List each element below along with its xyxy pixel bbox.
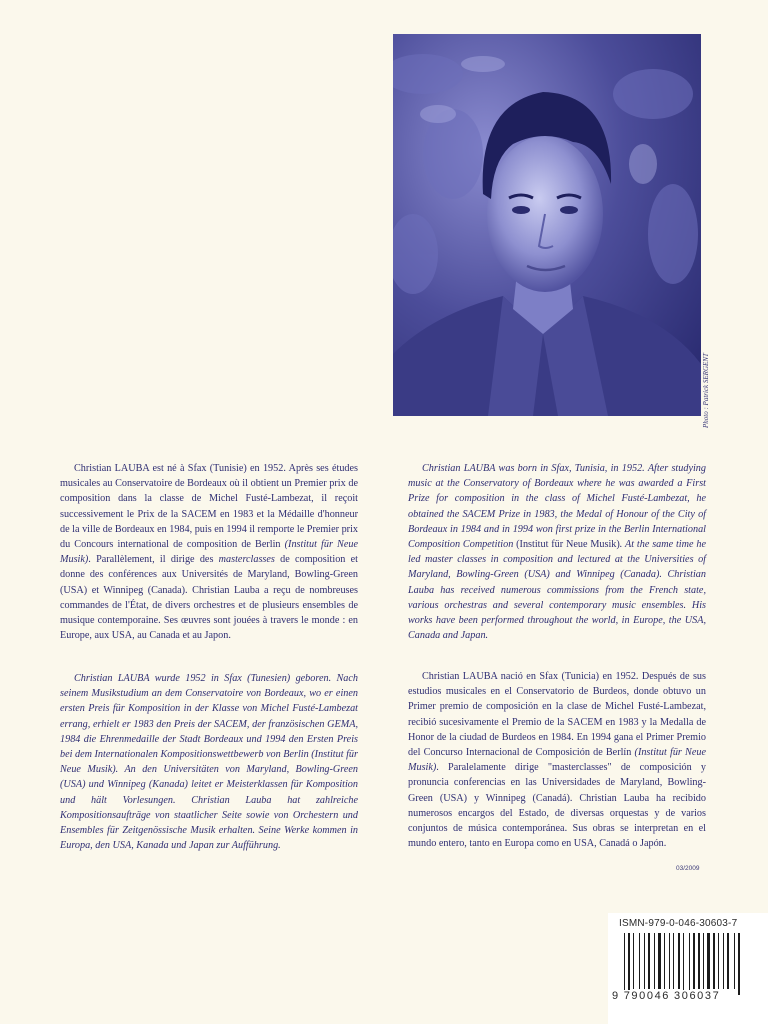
barcode-bar bbox=[689, 933, 690, 995]
barcode-bars bbox=[620, 933, 758, 995]
barcode-bar bbox=[734, 933, 735, 989]
es-text-2: (Institut für Neue Musik) bbox=[408, 747, 706, 774]
barcode-bar bbox=[664, 933, 665, 989]
barcode-bar bbox=[669, 933, 670, 989]
barcode-bar bbox=[673, 933, 674, 989]
barcode-bar bbox=[693, 933, 695, 989]
author-portrait-photo bbox=[393, 34, 701, 416]
barcode-digit-prefix: 9 bbox=[612, 990, 620, 1002]
print-date-code: 03/2009 bbox=[676, 865, 700, 872]
barcode-digits-right: 306037 bbox=[674, 990, 721, 1002]
barcode-bar bbox=[698, 933, 700, 989]
de-text-1: Christian LAUBA wurde 1952 in Sfax (Tunesien) geboren. Nach seinem Musikstudium an dem Conservatoire von Bordeaux, wo er einen ersten Preis für Komposition in der Klasse von Michel Fusté-Lambezat errang, erhielt er 1983 den Preis der SACEM, der französischen GEMA, 1984 die Ehrenmedaille der Stadt Bordeaux und 1994 den Ersten Preis bei dem Internationalen Kompositionswettbewerb von Berlin (Institut für Neue Musik). An den Universitäten von Maryland, Bowling-Green (USA) und Winnipeg (Kanada) leitet er Meisterklassen für Komposition und hält Vorlesungen. Christian Lauba hat zahlreiche Kompositionsaufträge von staatlicher Seite sowie von Orchestern und Ensembles für Zeitgenössische Musik erhalten. Seine Werke kommen in Europa, den USA, Kanada und Japan zur Aufführung. bbox=[60, 673, 358, 852]
barcode-bar bbox=[713, 933, 715, 989]
barcode-bar bbox=[644, 933, 645, 989]
barcode-bar bbox=[718, 933, 719, 989]
barcode-bar bbox=[703, 933, 704, 989]
fr-text-3: . Parallèlement, il dirige des bbox=[88, 554, 219, 566]
barcode-bar bbox=[628, 933, 630, 995]
biography-spanish bbox=[408, 669, 706, 851]
photo-credit: Photo : Patrick SERGENT bbox=[702, 353, 710, 428]
biography-english bbox=[408, 461, 706, 643]
biography-german bbox=[60, 671, 358, 853]
en-text-3: . At the same time he led master classes in composition and lectured at the Universities of Maryland, Bowling-Green (USA) and Winnipeg (Canada). Christian Lauba has received numerous commissions from the French state, various orchestras and several contemporary music ensembles. His works have been performed throughout the world, in Europe, the USA, Canada and Japan. bbox=[408, 539, 706, 642]
en-text-2: (Institut für Neue Musik) bbox=[516, 539, 620, 551]
barcode-bar bbox=[707, 933, 710, 989]
fr-text-1: Christian LAUBA est né à Sfax (Tunisie) en 1952. Après ses études musicales au Conservatoire de Bordeaux où il obtient un Premier prix de composition dans la classe de Michel Fusté-Lambezat, il reçoit successivement le Prix de la SACEM en 1983 et la Médaille d'honneur de la ville de Bordeaux en 1984, puis en 1994 il remporte le Premier prix du Concours international de composition de Berlin bbox=[60, 463, 358, 551]
barcode-bar bbox=[624, 933, 625, 995]
barcode-bar bbox=[678, 933, 680, 989]
es-text-1: Christian LAUBA nació en Sfax (Tunicia) en 1952. Después de sus estudios musicales en el Conservatorio de Burdeos, donde obtuvo un Primer premio de composición en la clase de Michel Fusté-Lambezat, recibió sucesivamente el Premio de la SACEM en 1983 y la Medalla de Honor de la ciudad de Burdeos en 1984. En 1994 gana el Primer Premio del Concurso Internacional de Composición de Berlín bbox=[408, 671, 706, 759]
biography-french bbox=[60, 461, 358, 643]
barcode-digits-left: 790046 bbox=[623, 990, 671, 1002]
en-text-1: Christian LAUBA was born in Sfax, Tunisia, in 1952. After studying music at the Conservatory of Bordeaux where he was awarded a First Prize for composition in the class of Michel Fusté-Lambezat, he obtained the SACEM Prize in 1983, the Medal of Honour of the City of Bordeaux in 1984 and in 1994 won first prize in the Berlin International Composition Competition bbox=[408, 463, 706, 551]
fr-text-4: masterclasses bbox=[218, 554, 275, 566]
barcode-bar bbox=[654, 933, 655, 989]
fr-text-2: (Institut für Neue Musik) bbox=[60, 539, 358, 566]
barcode-bar bbox=[648, 933, 650, 989]
barcode-bar bbox=[683, 933, 684, 995]
barcode-bar bbox=[658, 933, 661, 989]
barcode-bar bbox=[727, 933, 729, 989]
barcode-bar bbox=[639, 933, 640, 989]
barcode-bar bbox=[723, 933, 724, 989]
fr-text-5: de composition et donne des conférences aux Universités de Maryland, Bowling-Green (USA) et Winnipeg (Canada). Christian Lauba a reçu de nombreuses commandes de l'État, de divers orchestres et de plusieurs ensembles de musique contemporaine. Ses œuvres sont jouées à travers le monde : en Europe, aux USA, au Canada et au Japon. bbox=[60, 554, 358, 642]
barcode-bar bbox=[633, 933, 634, 989]
barcode-bar bbox=[738, 933, 740, 995]
portrait-illustration bbox=[393, 34, 701, 416]
barcode-digits bbox=[612, 990, 762, 1002]
es-text-3: . Paralelamente dirige "masterclasses" de composición y pronuncia conferencias en las Universidades de Maryland, Bowling-Green (USA) y Winnipeg (Canadá). Christian Lauba ha recibido numerosos encargos del Estado, de diversas orquestas y de varios conjuntos de música contemporánea. Sus obras se interpretan en el mundo entero, tanto en Europa como en USA, Canadá o Japón. bbox=[408, 762, 706, 850]
ismn-number: ISMN-979-0-046-30603-7 bbox=[619, 918, 738, 929]
